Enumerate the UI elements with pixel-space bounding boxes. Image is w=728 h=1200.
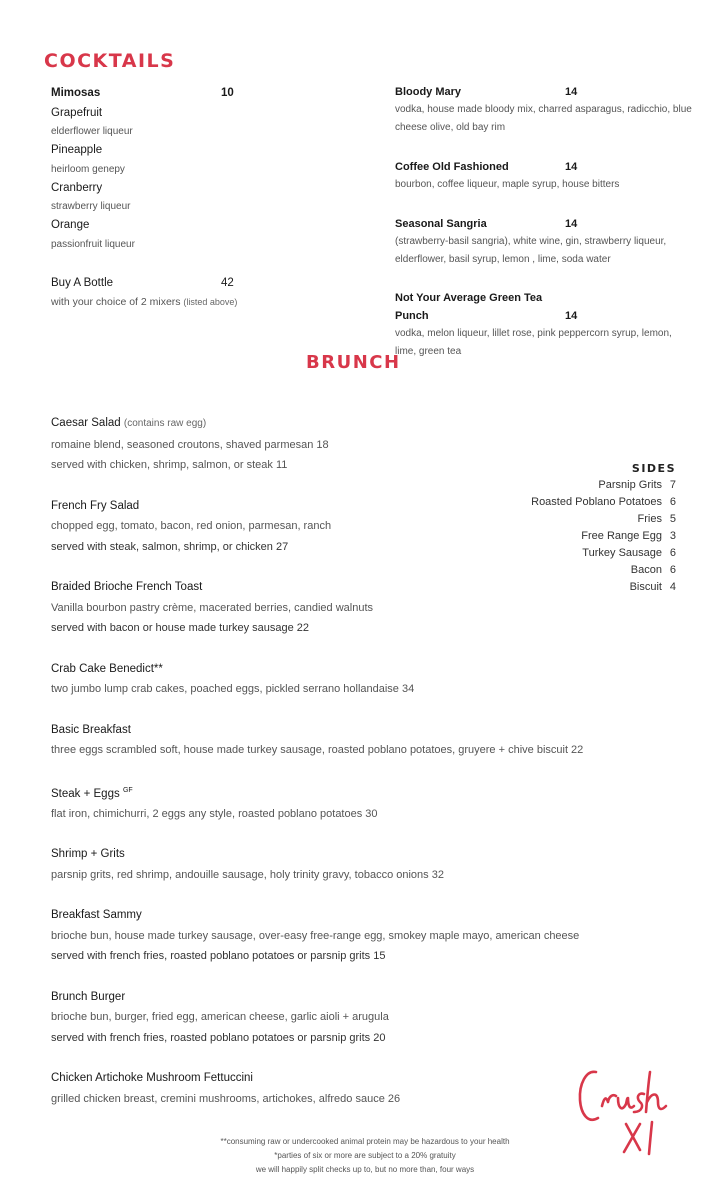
brunch-item-desc: romaine blend, seasoned croutons, shaved parmesan 18 — [51, 438, 329, 451]
footer-line: *parties of six or more are subject to a 20% gratuity — [274, 1151, 456, 1160]
brunch-item-name: Crab Cake Benedict** — [51, 662, 163, 675]
cocktail-item — [395, 82, 695, 137]
cocktail-item — [395, 157, 695, 194]
brunch-item-name: Basic Breakfast — [51, 723, 131, 736]
side-name: Turkey Sausage — [582, 547, 662, 559]
side-item — [531, 494, 676, 511]
side-price: 6 — [669, 547, 676, 559]
side-item — [531, 579, 676, 596]
brunch-item-desc: parsnip grits, red shrimp, andouille sausage, holy trinity gravy, tobacco onions 32 — [51, 868, 444, 881]
brunch-item-name: Brunch Burger — [51, 990, 126, 1003]
cocktail-desc: vodka, melon liqueur, lillet rose, pink peppercorn syrup, lemon, lime, green tea — [395, 328, 672, 357]
brunch-item-name: Braided Brioche French Toast — [51, 581, 203, 593]
brunch-item — [51, 577, 611, 639]
brunch-item-served: served with french fries, roasted poblano potatoes or parsnip grits 20 — [51, 1031, 386, 1044]
crush-xi-logo — [574, 1062, 692, 1158]
brunch-item-served: served with chicken, shrimp, salmon, or steak 11 — [51, 459, 288, 471]
cocktail-item — [395, 289, 695, 361]
mimosa-flavor-desc: passionfruit liqueur — [51, 238, 135, 250]
side-price: 7 — [669, 479, 676, 491]
brunch-item-desc: chopped egg, tomato, bacon, red onion, parmesan, ranch — [51, 520, 332, 532]
side-price: 5 — [669, 513, 676, 525]
mimosa-flavor-desc: elderflower liqueur — [51, 126, 133, 137]
mimosa-flavor-name: Pineapple — [51, 144, 103, 156]
brunch-item — [51, 905, 611, 967]
brunch-item-desc: brioche bun, burger, fried egg, american cheese, garlic aioli + arugula — [51, 1011, 389, 1024]
cocktail-name: Bloody Mary — [395, 86, 462, 98]
brunch-item — [51, 1068, 611, 1109]
brunch-item-title-line — [51, 413, 611, 435]
brunch-heading: BRUNCH — [306, 352, 401, 373]
brunch-item-desc: flat iron, chimichurri, 2 eggs any style, roasted poblano potatoes 30 — [51, 807, 378, 820]
cocktail-name: Coffee Old Fashioned — [395, 161, 509, 173]
sides-heading: SIDES — [631, 462, 676, 475]
side-item — [531, 528, 676, 545]
cocktail-price: 14 — [565, 310, 578, 322]
mimosa-flavor — [51, 216, 351, 254]
brunch-item-served: served with bacon or house made turkey sausage 22 — [51, 622, 310, 634]
mimosa-flavor-name: Grapefruit — [51, 106, 103, 119]
brunch-item-name: Chicken Artichoke Mushroom Fettuccini — [51, 1072, 253, 1085]
cocktails-left-column — [51, 84, 351, 312]
side-price: 6 — [669, 564, 676, 576]
cocktail-desc: vodka, house made bloody mix, charred asparagus, radicchio, blue cheese olive, old bay rim — [395, 104, 692, 133]
mimosa-flavor-desc: strawberry liqueur — [51, 201, 131, 212]
brunch-item — [51, 720, 611, 761]
cocktail-price: 14 — [565, 86, 578, 98]
brunch-item — [51, 496, 611, 558]
mimosas-header — [51, 84, 351, 104]
footer-line: **consuming raw or undercooked animal protein may be hazardous to your health — [220, 1137, 510, 1146]
mimosa-flavor-name: Cranberry — [51, 181, 103, 194]
brunch-item-desc: three eggs scrambled soft, house made turkey sausage, roasted poblano potatoes, gruyere + chive biscuit 22 — [51, 744, 584, 756]
side-item — [531, 511, 676, 528]
cocktail-price: 14 — [565, 161, 578, 173]
brunch-list — [51, 413, 611, 1129]
mimosa-flavor — [51, 141, 351, 179]
brunch-item — [51, 781, 611, 825]
bottle-header — [51, 274, 351, 294]
side-name: Free Range Egg — [581, 530, 662, 542]
brunch-item-desc: brioche bun, house made turkey sausage, over-easy free-range egg, smokey maple mayo, american cheese — [51, 929, 580, 942]
brunch-item-note: (contains raw egg) — [123, 418, 207, 429]
brunch-item-served: served with steak, salmon, shrimp, or chicken 27 — [51, 540, 289, 553]
brunch-item — [51, 844, 611, 885]
brunch-item-desc: Vanilla bourbon pastry crème, macerated berries, candied walnuts — [51, 601, 374, 614]
mimosa-flavor-desc: heirloom genepy — [51, 163, 125, 175]
footer-line: we will happily split checks up to, but no more than, four ways — [255, 1165, 475, 1174]
mimosas-price: 10 — [221, 87, 234, 99]
mimosa-flavor — [51, 104, 351, 142]
cocktail-desc: bourbon, coffee liqueur, maple syrup, house bitters — [395, 179, 620, 190]
cocktail-desc: (strawberry-basil sangria), white wine, gin, strawberry liqueur, elderflower, basil syrup, lemon , lime, soda water — [395, 236, 667, 265]
brunch-item-name: Shrimp + Grits — [51, 848, 125, 861]
brunch-item-name: Breakfast Sammy — [51, 909, 142, 922]
footer-notes — [180, 1135, 550, 1177]
side-price: 6 — [669, 496, 676, 508]
side-name: Biscuit — [629, 581, 662, 593]
cocktails-heading: COCKTAILS — [44, 50, 176, 72]
bottle-name: Buy A Bottle — [51, 276, 114, 289]
side-item — [531, 477, 676, 494]
sides-section — [531, 462, 676, 596]
brunch-item-served: served with french fries, roasted poblano potatoes or parsnip grits 15 — [51, 950, 386, 963]
cocktail-name: Seasonal Sangria — [395, 218, 487, 230]
side-name: Roasted Poblano Potatoes — [531, 496, 662, 508]
brunch-item-name: Caesar Salad — [51, 417, 121, 429]
side-name: Bacon — [630, 564, 662, 576]
cocktail-name: Not Your Average Green Tea Punch — [395, 292, 543, 322]
mimosa-flavor — [51, 179, 351, 217]
side-item — [531, 562, 676, 579]
brunch-item — [51, 413, 611, 476]
brunch-item — [51, 659, 611, 700]
bottle-note: (listed above) — [183, 297, 238, 307]
side-price: 4 — [669, 581, 676, 593]
brunch-item-name: French Fry Salad — [51, 499, 140, 512]
side-item — [531, 545, 676, 562]
cocktail-item — [395, 214, 695, 269]
brunch-item-desc: two jumbo lump crab cakes, poached eggs, pickled serrano hollandaise 34 — [51, 683, 415, 695]
brunch-item-desc: grilled chicken breast, cremini mushrooms, artichokes, alfredo sauce 26 — [51, 1092, 401, 1105]
bottle-desc-line — [51, 293, 351, 312]
mimosas-name: Mimosas — [51, 87, 101, 99]
gluten-free-mark: GF — [122, 786, 133, 794]
brunch-item — [51, 987, 611, 1049]
side-name: Parsnip Grits — [598, 479, 662, 491]
bottle-desc: with your choice of 2 mixers — [51, 296, 181, 308]
brunch-item-title-line — [51, 781, 611, 804]
brunch-item-name: Steak + Eggs — [51, 787, 120, 800]
cocktail-price: 14 — [565, 218, 578, 230]
bottle-price: 42 — [221, 276, 234, 289]
mimosa-flavor-name: Orange — [51, 219, 90, 231]
side-name: Fries — [637, 513, 662, 525]
cocktails-right-column — [395, 82, 695, 381]
side-price: 3 — [669, 530, 676, 542]
